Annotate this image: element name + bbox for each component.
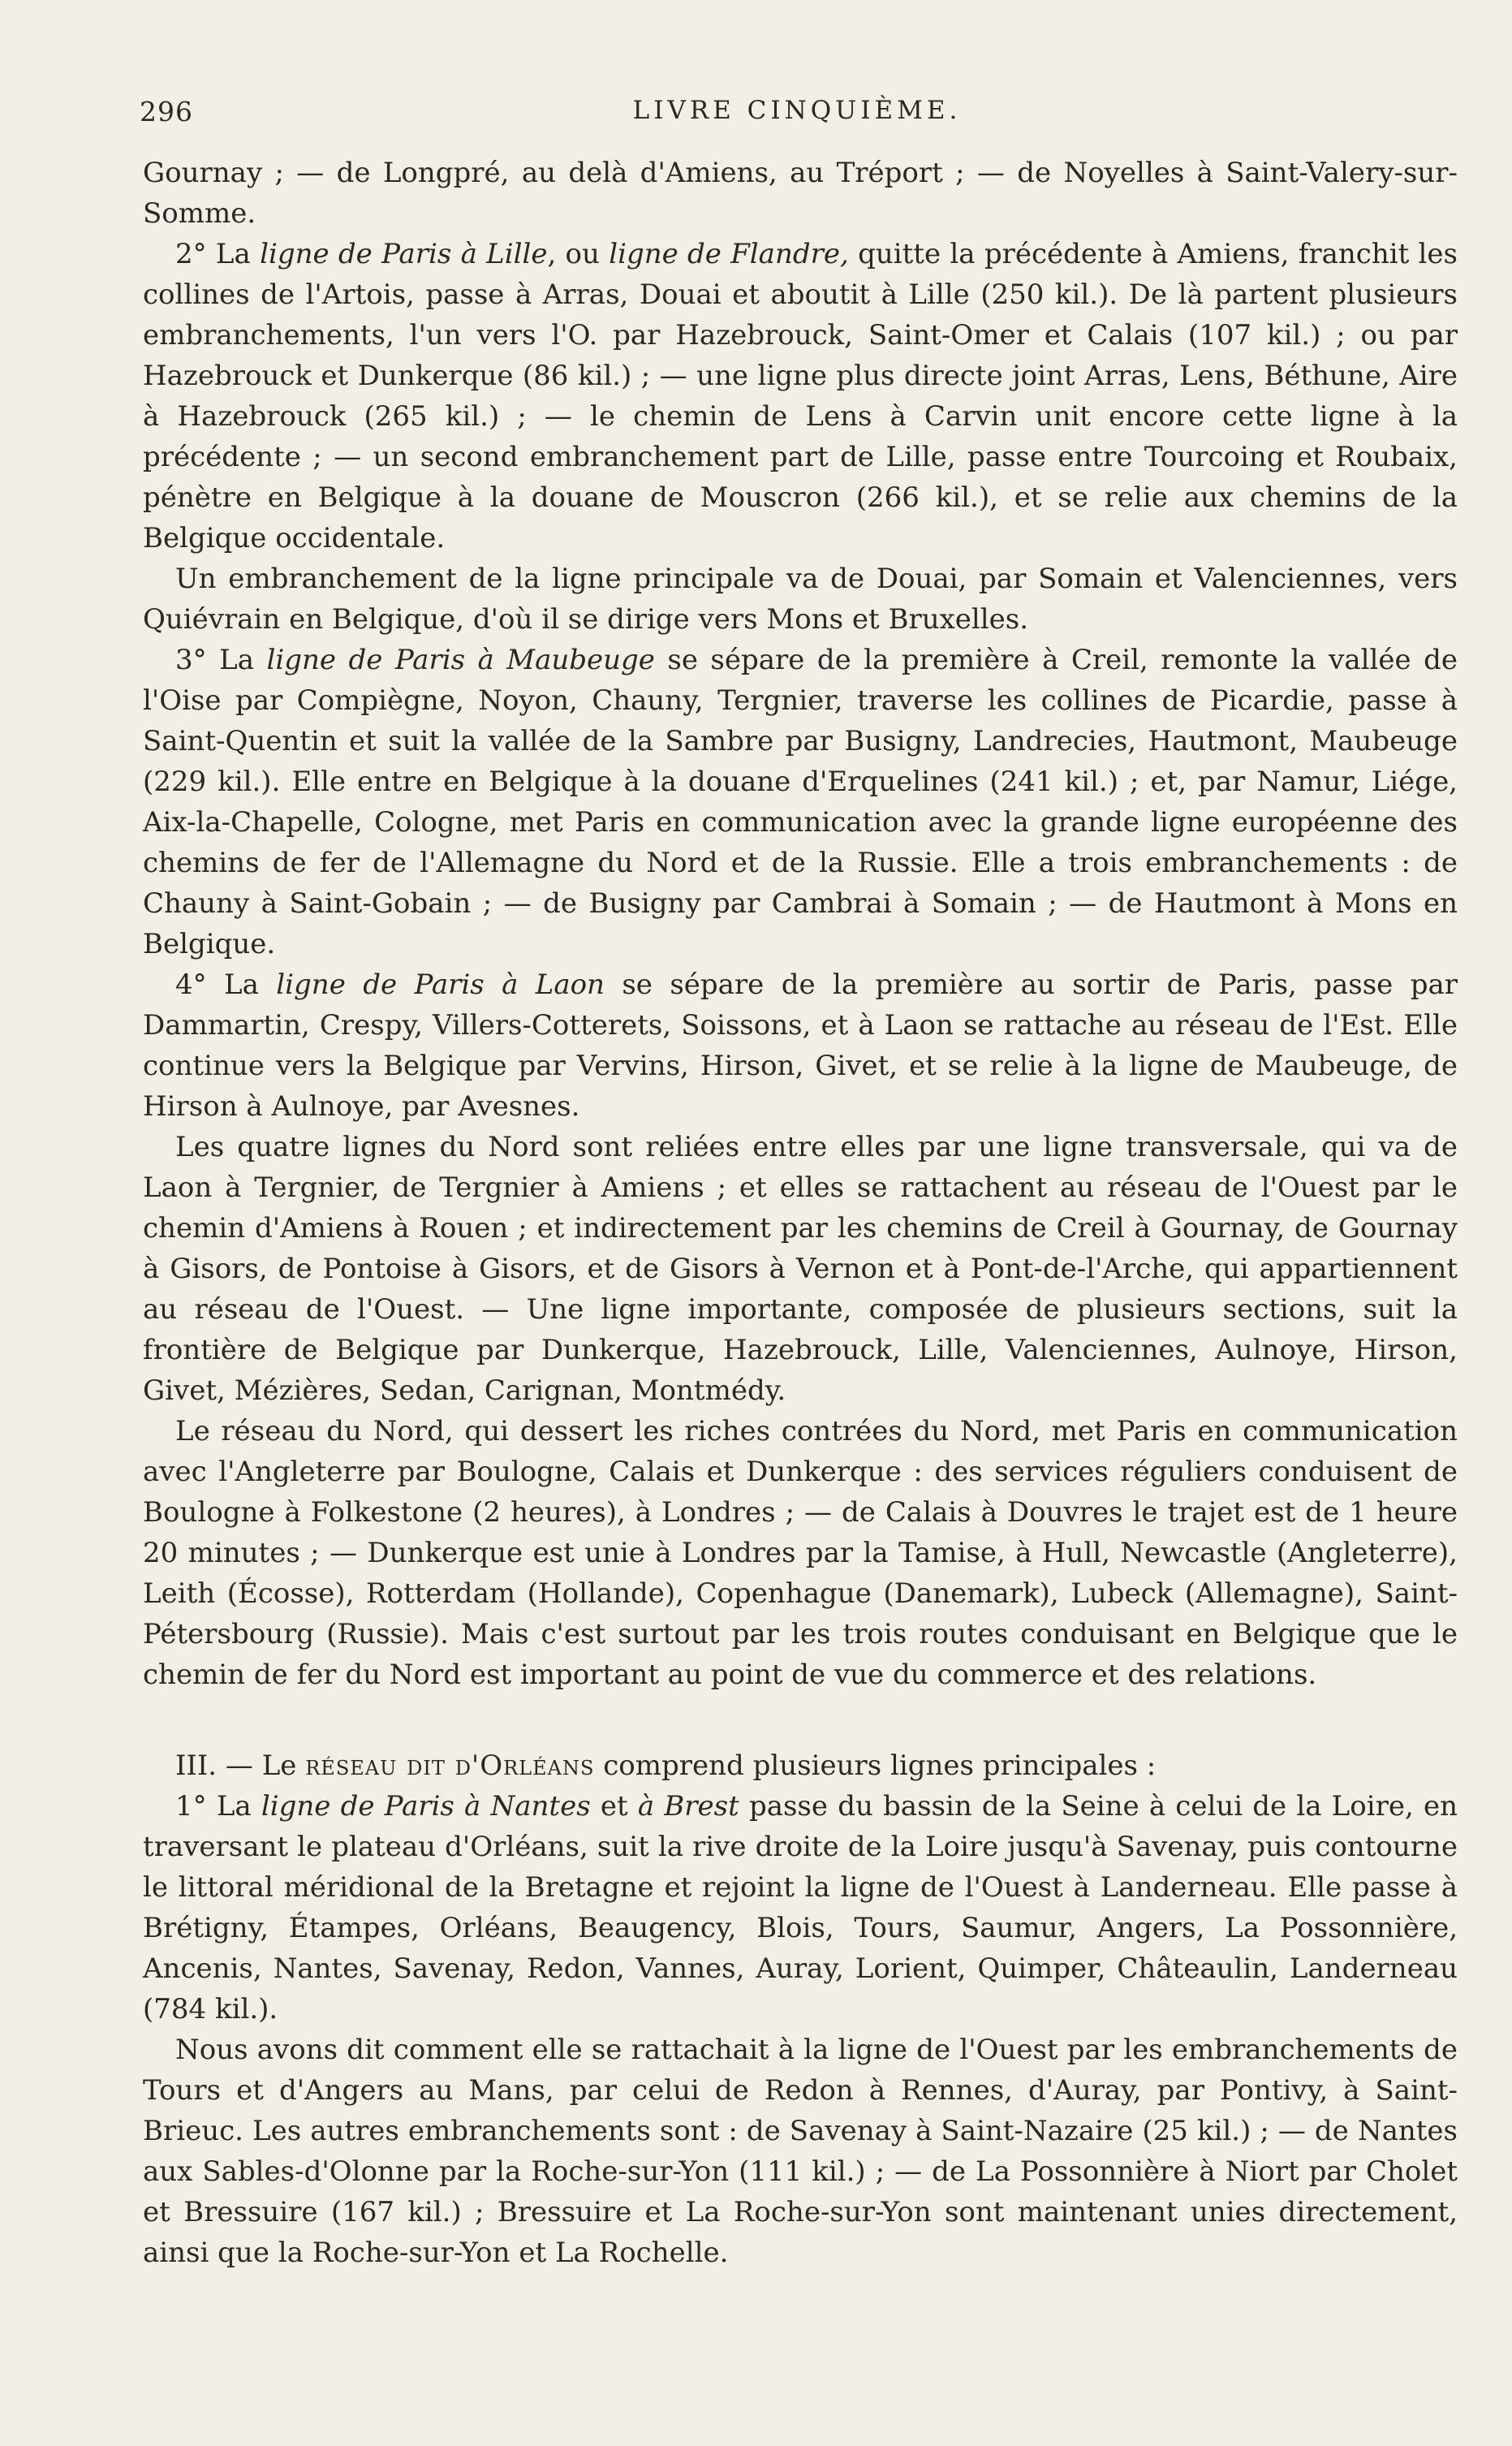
text-run: se sépare de la première au sortir de Paris, passe par Dammartin, Crespy, Villers-Cotterets, Soissons, et à Laon se rattache au réseau de l'Est. Elle continue vers la Belgique par Vervins, Hirson, Givet, et se relie à la ligne de Maubeuge, de Hirson à Aulnoye, par Avesnes.	[143, 968, 1458, 1123]
italic-phrase: ligne de Paris à Maubeuge	[266, 644, 655, 676]
paragraph	[143, 640, 1458, 964]
paragraph	[143, 1745, 1458, 1786]
small-caps-phrase: réseau dit d'Orléans	[305, 1749, 595, 1782]
text-run: 4° La	[175, 968, 277, 1001]
page-number: 296	[140, 96, 193, 127]
italic-phrase: à Brest	[637, 1790, 739, 1823]
text-run: Un embranchement de la ligne principale va de Douai, par Somain et Valenciennes, vers Quiévrain en Belgique, d'où il se dirige vers Mons et Bruxelles.	[143, 563, 1458, 636]
text-run: se sépare de la première à Creil, remonte la vallée de l'Oise par Compiègne, Noyon, Chauny, Tergnier, traverse les collines de Picardie, passe à Saint-Quentin et suit la vallée de la Sambre par Busigny, Landrecies, Hautmont, Maubeuge (229 kil.). Elle entre en Belgique à la douane d'Erquelines (241 kil.) ; et, par Namur, Liége, Aix-la-Chapelle, Cologne, met Paris en communication avec la grande ligne européenne des chemins de fer de l'Allemagne du Nord et de la Russie. Elle a trois embranchements : de Chauny à Saint-Gobain ; — de Busigny par Cambrai à Somain ; — de Hautmont à Mons en Belgique.	[143, 644, 1458, 960]
paragraph	[143, 234, 1458, 559]
italic-phrase: ligne de Flandre,	[609, 238, 849, 270]
italic-phrase: ligne de Paris à Lille	[260, 238, 548, 270]
text-run: quitte la précédente à Amiens, franchit les collines de l'Artois, passe à Arras, Douai et aboutit à Lille (250 kil.). De là partent plusieurs embranchements, l'un vers l'O. par Hazebrouck, Saint-Omer et Calais (107 kil.) ; ou par Hazebrouck et Dunkerque (86 kil.) ; — une ligne plus directe joint Arras, Lens, Béthune, Aire à Hazebrouck (265 kil.) ; — le chemin de Lens à Carvin unit encore cette ligne à la précédente ; — un second embranchement part de Lille, passe entre Tourcoing et Roubaix, pénètre en Belgique à la douane de Mouscron (266 kil.), et se relie aux chemins de la Belgique occidentale.	[143, 238, 1458, 554]
text-run: passe du bassin de la Seine à celui de la Loire, en traversant le plateau d'Orléans, suit la rive droite de la Loire jusqu'à Savenay, puis contourne le littoral méridional de la Bretagne et rejoint la ligne de l'Ouest à Landerneau. Elle passe à Brétigny, Étampes, Orléans, Beaugency, Blois, Tours, Saumur, Angers, La Possonnière, Ancenis, Nantes, Savenay, Redon, Vannes, Auray, Lorient, Quimper, Châteaulin, Landerneau (784 kil.).	[143, 1790, 1458, 2025]
paragraph	[143, 559, 1458, 640]
text-run: comprend plusieurs lignes principales :	[594, 1749, 1157, 1782]
paragraph	[143, 1786, 1458, 2030]
text-run: 2° La	[175, 238, 261, 270]
text-run: 1° La	[175, 1790, 261, 1823]
text-run: Gournay ; — de Longpré, au delà d'Amiens, au Tréport ; — de Noyelles à Saint-Valery-sur-Somme.	[143, 157, 1458, 230]
paragraph	[143, 153, 1458, 234]
body-text	[143, 153, 1458, 2273]
text-run: 3° La	[175, 644, 267, 676]
page-header	[140, 96, 1454, 145]
running-head: LIVRE CINQUIÈME.	[632, 96, 962, 125]
paragraph	[143, 2030, 1458, 2273]
text-run: Les quatre lignes du Nord sont reliées entre elles par une ligne transversale, qui va de Laon à Tergnier, de Tergnier à Amiens ; et elles se rattachent au réseau de l'Ouest par le chemin d'Amiens à Rouen ; et indirectement par les chemins de Creil à Gournay, de Gournay à Gisors, de Pontoise à Gisors, et de Gisors à Vernon et à Pont-de-l'Arche, qui appartiennent au réseau de l'Ouest. — Une ligne importante, composée de plusieurs sections, suit la frontière de Belgique par Dunkerque, Hazebrouck, Lille, Valenciennes, Aulnoye, Hirson, Givet, Mézières, Sedan, Carignan, Montmédy.	[143, 1131, 1458, 1407]
italic-phrase: ligne de Paris à Laon	[276, 968, 605, 1001]
text-run: Le réseau du Nord, qui dessert les riches contrées du Nord, met Paris en communication avec l'Angleterre par Boulogne, Calais et Dunkerque : des services réguliers conduisent de Boulogne à Folkestone (2 heures), à Londres ; — de Calais à Douvres le trajet est de 1 heure 20 minutes ; — Dunkerque est unie à Londres par la Tamise, à Hull, Newcastle (Angleterre), Leith (Écosse), Rotterdam (Hollande), Copenhague (Danemark), Lubeck (Allemagne), Saint-Pétersbourg (Russie). Mais c'est surtout par les trois routes conduisant en Belgique que le chemin de fer du Nord est important au point de vue du commerce et des relations.	[143, 1415, 1458, 1691]
text-run: III. — Le	[175, 1749, 306, 1782]
text-run: et	[590, 1790, 638, 1823]
paragraph	[143, 1127, 1458, 1411]
paragraph	[143, 1411, 1458, 1695]
text-run: Nous avons dit comment elle se rattachait à la ligne de l'Ouest par les embranchements de Tours et d'Angers au Mans, par celui de Redon à Rennes, d'Auray, par Pontivy, à Saint-Brieuc. Les autres embranchements sont : de Savenay à Saint-Nazaire (25 kil.) ; — de Nantes aux Sables-d'Olonne par la Roche-sur-Yon (111 kil.) ; — de La Possonnière à Niort par Cholet et Bressuire (167 kil.) ; Bressuire et La Roche-sur-Yon sont maintenant unies directement, ainsi que la Roche-sur-Yon et La Rochelle.	[143, 2034, 1458, 2269]
text-run: , ou	[547, 238, 610, 270]
paragraph	[143, 964, 1458, 1127]
italic-phrase: ligne de Paris à Nantes	[261, 1790, 591, 1823]
